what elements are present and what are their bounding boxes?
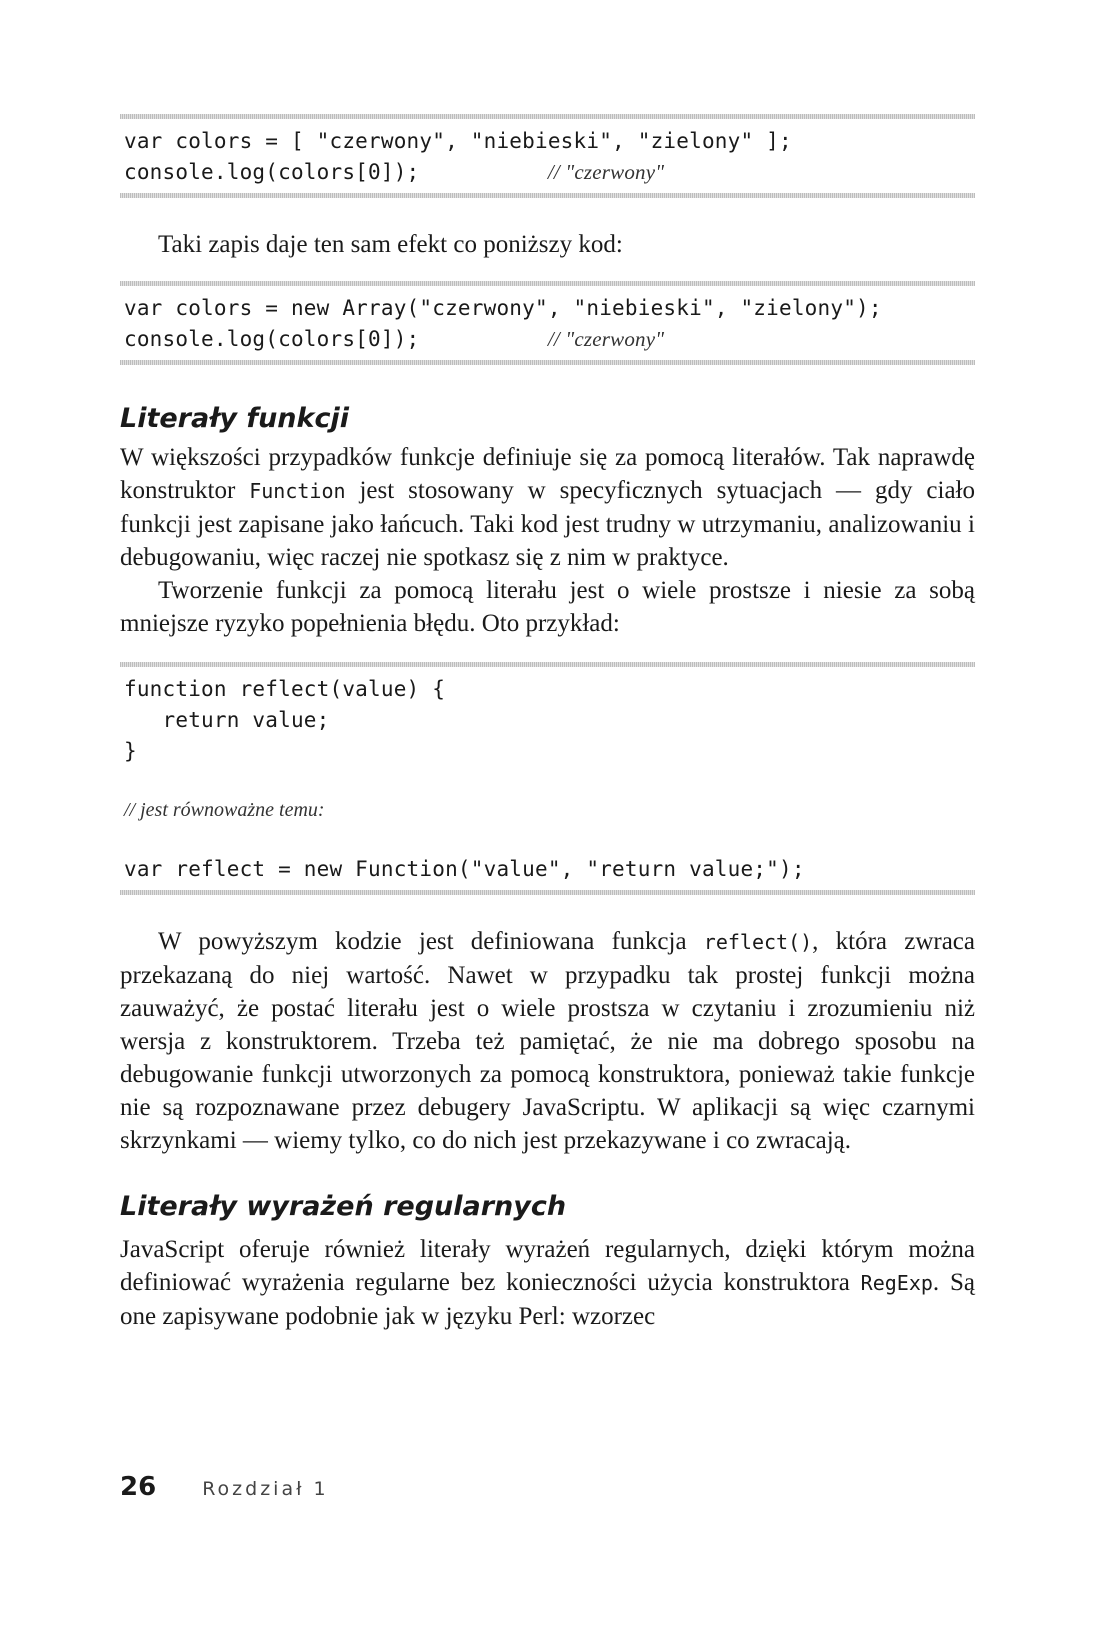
code-line [124,157,971,188]
code-comment: // jest równoważne temu: [124,799,325,821]
inline-code: Function [249,479,346,503]
page-number: 26 [120,1472,157,1502]
paragraph: Taki zapis daje ten sam efekt co poniższy kod: [158,231,623,258]
paragraph [120,1233,975,1333]
page-footer [120,1472,329,1502]
text: . Są one zapisywane podobnie jak w języku Perl: wzorzec [120,1269,975,1330]
code-text: var colors = new Array("czerwony", "niebieski", "zielony"); [124,296,882,320]
code-comment: // "czerwony" [547,327,665,351]
text: W powyższym kodzie jest definiowana funkcja [158,928,704,955]
code-text: var colors = [ "czerwony", "niebieski", "zielony" ]; [124,129,792,153]
code-line: function reflect(value) { [124,677,446,701]
section-heading-function-literals: Literały funkcji [120,403,349,434]
code-line: return value; [124,708,330,732]
text: jest stosowany w specyficznych sytuacjach — gdy ciało funkcji jest zapisane jako łańcuch. Taki kod jest trudny w utrzymaniu, analizowaniu i debugowaniu, więc raczej nie spotkasz się z nim w praktyce. [120,477,975,571]
text: JavaScript oferuje również literały wyrażeń regularnych, dzięki którym można definiować wyrażenia regularne bez konieczności użycia konstruktora [120,1236,975,1296]
code-text: console.log(colors[0]); [124,160,548,184]
code-block-array-literal [120,114,975,198]
code-block-array-constructor [120,281,975,365]
code-line [124,293,971,324]
code-line: } [124,739,137,763]
chapter-label: Rozdział 1 [202,1478,329,1500]
paragraph: Tworzenie funkcji za pomocą literału jest o wiele prostsze i niesie za sobą mniejsze ryzyko popełnienia błędu. Oto przykład: [120,577,975,637]
inline-code: RegExp [860,1271,933,1295]
code-line: var reflect = new Function("value", "return value;"); [124,857,805,881]
code-line [124,324,971,355]
book-page [120,0,975,1333]
code-line [124,126,971,157]
paragraph [120,925,975,1157]
code-comment: // "czerwony" [547,160,665,184]
code-block-function-literal [120,662,975,895]
code-text: console.log(colors[0]); [124,327,548,351]
paragraph [120,441,975,574]
section-heading-regex-literals: Literały wyrażeń regularnych [120,1191,567,1222]
inline-code: reflect() [703,930,813,954]
text: , która zwraca przekazaną do niej wartość. Nawet w przypadku tak prostej funkcji można zauważyć, że postać literału jest o wiele prostsza w czytaniu i zrozumieniu niż wersja z konstruktorem. Trzeba też pamiętać, że nie ma dobrego sposobu na debugowanie funkcji utworzonych za pomocą konstruktora, ponieważ takie funkcje nie są rozpoznawane przez debugery JavaScriptu. W aplikacji są więc czarnymi skrzynkami — wiemy tylko, co do nich jest przekazywane i co zwracają. [120,928,975,1154]
text: W większości przypadków funkcje definiuje się za pomocą literałów. Tak naprawdę konstruktor [120,444,975,504]
